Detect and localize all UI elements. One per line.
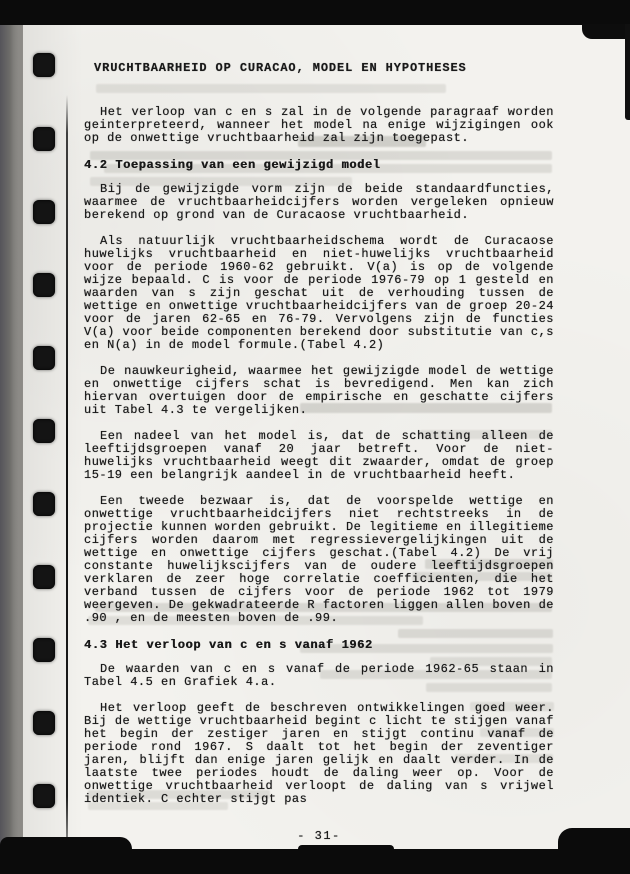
- page-number: - 31-: [297, 829, 341, 843]
- bottom-middle-scan-blob: [298, 845, 394, 850]
- paragraph-second-objection: Een tweede bezwaar is, dat de voorspelde wettige en onwettige vruchtbaarheidcijfers niet rechtstreeks in de projectie kunnen worden gebruikt. De legitieme en illegitieme cijfers worden daarom met regressievergelijkingen uit de wettige en onwettige cijfers geschat.(Tabel 4.2) De vrij constante huwelijkscijfers van de oudere leeftijdsgroepen verklaren de zeer hoge correlatie coefficienten, die het verband tussen de cijfers voor de periode 1962 tot 1979 weergeven. De gekwadrateerde R factoren liggen allen boven de .90 , en de meesten boven de .99.: [84, 494, 554, 625]
- binder-hole: [33, 784, 55, 808]
- bottom-scan-edge: [0, 849, 630, 874]
- right-edge-scan-strip: [625, 24, 630, 120]
- paragraph-values-table-reference: De waarden van c en s vanaf de periode 1962-65 staan in Tabel 4.5 en Grafiek 4.a.: [84, 662, 554, 689]
- paragraph-development-trend: Het verloop geeft de beschreven ontwikkelingen goed weer. Bij de wettige vruchtbaarheid begint c licht te stijgen vanaf het begin der zestiger jaren en stijgt continu vanaf de periode rond 1967. S daalt tot het begin der zeventiger jaren, blijft dan enige jaren gelijk en daalt verder. In de laatste twee periodes houdt de daling weer op. Voor de onwettige vruchtbaarheid verloopt de daling van s vrijwel identiek. C echter stijgt pas: [84, 701, 554, 806]
- bottom-left-scan-blob: [0, 837, 132, 852]
- binder-hole: [33, 492, 55, 516]
- binder-hole: [33, 711, 55, 735]
- top-scan-edge: [0, 0, 630, 25]
- binder-hole: [33, 346, 55, 370]
- section-heading-4-2: 4.2 Toepassing van een gewijzigd model: [84, 158, 381, 172]
- binder-hole: [33, 419, 55, 443]
- binder-hole: [33, 638, 55, 662]
- crease-line: [66, 95, 68, 857]
- binder-hole: [33, 53, 55, 77]
- paragraph-model-accuracy: De nauwkeurigheid, waarmee het gewijzigde model de wettige en onwettige cijfers schat is bevredigend. Men kan zich hiervan overtuigen door de empirische en geschatte cijfers uit Tabel 4.3 te vergelijken.: [84, 364, 554, 417]
- binder-hole: [33, 565, 55, 589]
- document-title: VRUCHTBAARHEID OP CURACAO, MODEL EN HYPOTHESES: [94, 61, 467, 75]
- document-body: [84, 62, 554, 843]
- binder-hole: [33, 200, 55, 224]
- binder-hole: [33, 127, 55, 151]
- top-right-scan-blob: [582, 24, 630, 39]
- bottom-right-scan-blob: [558, 828, 630, 854]
- binder-hole: [33, 273, 55, 297]
- paragraph-intro: Het verloop van c en s zal in de volgende paragraaf worden geinterpreteerd, wanneer het model na enige wijzigingen ook op de onwettige vruchtbaarheid zal zijn toegepast.: [84, 105, 554, 145]
- paragraph-drawback-age-groups: Een nadeel van het model is, dat de schatting alleen de leeftijdsgroepen vanaf 20 jaar betreft. Voor de niet-huwelijks vruchtbaarheid weegt dit zwaarder, omdat de groep 15-19 een belangrijk aandeel in de vruchtbaarheid heeft.: [84, 429, 554, 482]
- paragraph-standard-functions: Bij de gewijzigde vorm zijn de beide standaardfuncties, waarmee de vruchtbaarheidcijfers worden vergeleken opnieuw berekend op grond van de Curacaose vruchtbaarheid.: [84, 182, 554, 222]
- paragraph-natural-fertility-schema: Als natuurlijk vruchtbaarheidschema wordt de Curacaose huwelijks vruchtbaarheid en niet-huwelijks vruchtbaarheid voor de periode 1960-62 gebruikt. V(a) is op de volgende wijze bepaald. C is voor de periode 1976-79 op 1 gesteld en waarden van s zijn geschat uit de verhouding tussen de wettige en onwettige vruchtbaarheidcijfers van de groep 20-24 voor de jaren 62-65 en 76-79. Vervolgens zijn de functies V(a) voor beide componenten berekend door substitutie van c,s en N(a) in de model formule.(Tabel 4.2): [84, 234, 554, 352]
- section-heading-4-3: 4.3 Het verloop van c en s vanaf 1962: [84, 638, 373, 652]
